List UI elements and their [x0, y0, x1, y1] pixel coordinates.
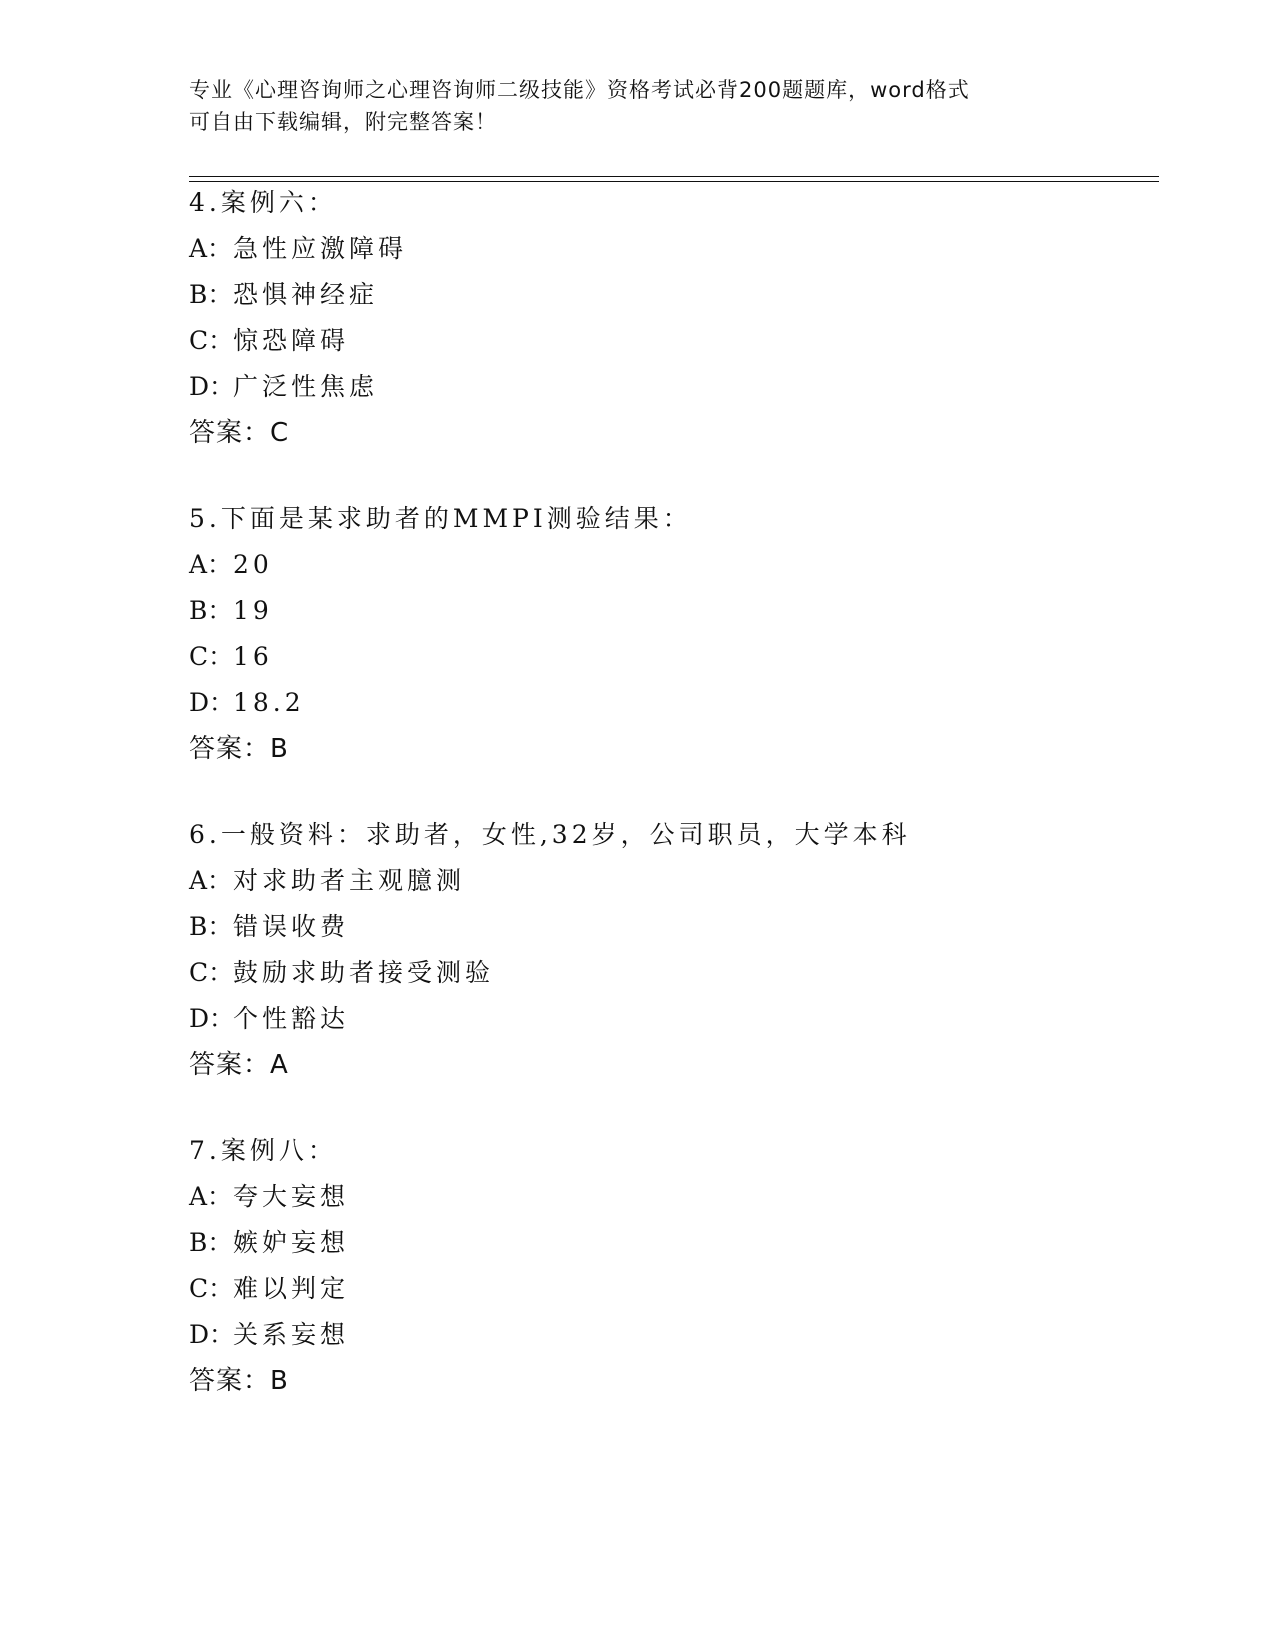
option-text: 对求助者主观臆测	[233, 866, 466, 895]
option-b	[189, 1220, 1089, 1266]
document-header	[189, 74, 1089, 138]
option-letter: B：	[189, 912, 233, 941]
option-text: 夸大妄想	[233, 1182, 350, 1211]
answer-line: 答案：C	[189, 418, 290, 448]
option-d	[189, 1312, 1089, 1358]
option-text: 嫉妒妄想	[233, 1228, 350, 1257]
option-d	[189, 364, 1089, 410]
option-b	[189, 904, 1089, 950]
question-stem: 6.一般资料：求助者，女性,32岁，公司职员，大学本科	[189, 820, 911, 849]
question-block	[189, 496, 1089, 772]
option-d	[189, 996, 1089, 1042]
option-text: 错误收费	[233, 912, 350, 941]
option-a	[189, 226, 1089, 272]
option-text: 难以判定	[233, 1274, 350, 1303]
header-line-2: 可自由下载编辑，附完整答案！	[189, 110, 497, 134]
answer-line: 答案：A	[189, 1050, 289, 1080]
option-d	[189, 680, 1089, 726]
option-text: 个性豁达	[233, 1004, 350, 1033]
option-text: 16	[233, 642, 273, 671]
option-letter: C：	[189, 958, 234, 987]
answer-line: 答案：B	[189, 1366, 289, 1396]
option-letter: A：	[189, 1182, 233, 1211]
option-text: 19	[233, 596, 273, 625]
option-letter: A：	[189, 550, 233, 579]
option-letter: C：	[189, 326, 234, 355]
answer-line: 答案：B	[189, 734, 289, 764]
header-divider-top	[189, 176, 1159, 177]
option-letter: C：	[189, 642, 234, 671]
question-stem: 5.下面是某求助者的MMPI测验结果：	[189, 504, 692, 533]
option-letter: D：	[189, 372, 235, 401]
option-letter: A：	[189, 234, 233, 263]
option-letter: B：	[189, 596, 233, 625]
option-c	[189, 634, 1089, 680]
option-text: 惊恐障碍	[233, 326, 350, 355]
question-stem: 7.案例八：	[189, 1136, 337, 1165]
option-letter: D：	[189, 1004, 235, 1033]
option-c	[189, 1266, 1089, 1312]
option-text: 20	[233, 550, 273, 579]
question-block	[189, 180, 1089, 456]
option-b	[189, 588, 1089, 634]
option-letter: A：	[189, 866, 233, 895]
option-text: 恐惧神经症	[233, 280, 379, 309]
option-letter: D：	[189, 1320, 235, 1349]
option-a	[189, 542, 1089, 588]
option-letter: D：	[189, 688, 235, 717]
option-letter: C：	[189, 1274, 234, 1303]
option-c	[189, 950, 1089, 996]
option-b	[189, 272, 1089, 318]
option-text: 鼓励求助者接受测验	[233, 958, 495, 987]
option-a	[189, 1174, 1089, 1220]
option-letter: B：	[189, 1228, 233, 1257]
question-stem: 4.案例六：	[189, 188, 337, 217]
option-text: 广泛性焦虑	[233, 372, 379, 401]
option-text: 18.2	[233, 688, 305, 717]
question-block	[189, 812, 1089, 1088]
option-text: 关系妄想	[233, 1320, 350, 1349]
header-line-1: 专业《心理咨询师之心理咨询师二级技能》资格考试必背200题题库，word格式	[189, 78, 970, 102]
question-block	[189, 1128, 1089, 1404]
option-a	[189, 858, 1089, 904]
option-c	[189, 318, 1089, 364]
option-text: 急性应激障碍	[233, 234, 408, 263]
option-letter: B：	[189, 280, 233, 309]
